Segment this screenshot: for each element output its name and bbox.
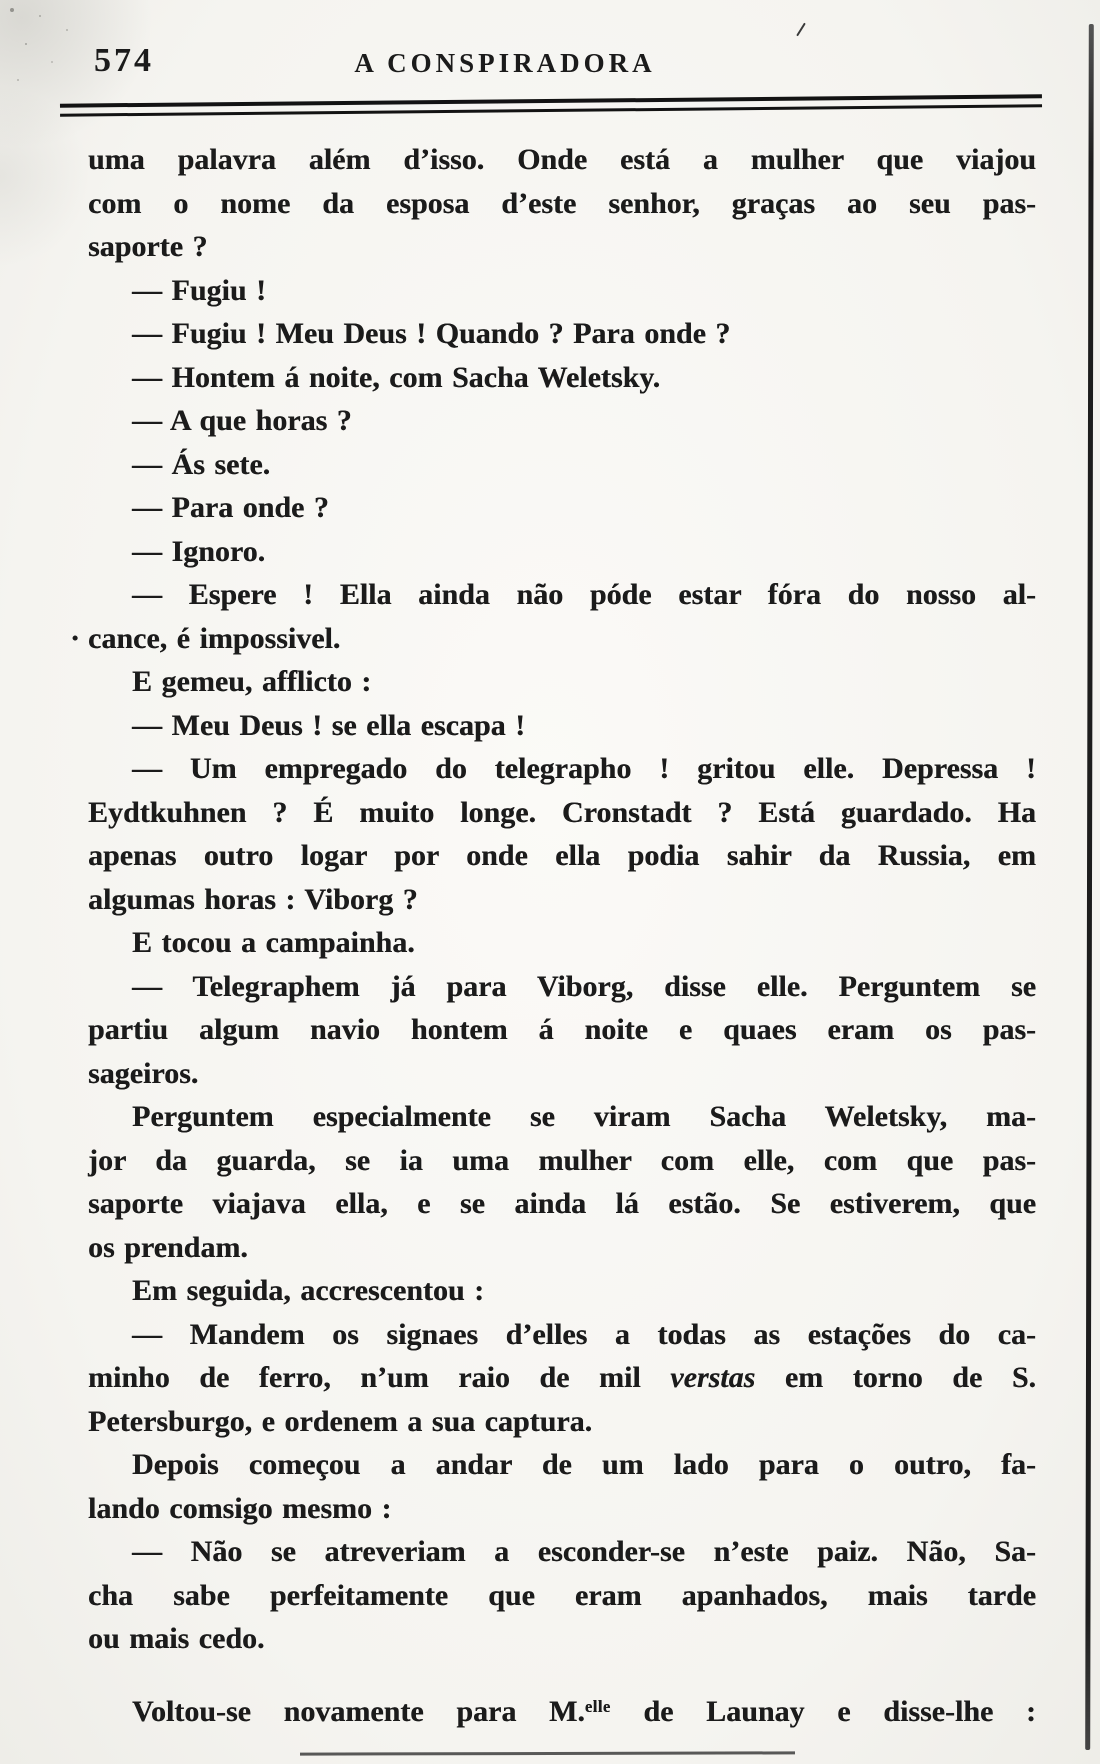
text-line	[88, 269, 1036, 313]
line-text: — Para onde ?	[132, 491, 329, 524]
text-line	[88, 138, 1036, 182]
line-text: partiu algum navio hontem á noite e quaes eram os pas-	[88, 1013, 1036, 1046]
text-line	[88, 1269, 1036, 1313]
line-text: Eydtkuhnen ? É muito longe. Cronstadt ? Está guardado. Ha	[88, 795, 1036, 829]
line-text: de Launay e disse-lhe :	[610, 1694, 1036, 1728]
running-title: A CONSPIRADORA	[354, 48, 656, 78]
line-text: algumas horas : Viborg ?	[88, 882, 418, 916]
text-line	[88, 1095, 1036, 1139]
line-text: sageiros.	[88, 1056, 199, 1090]
text-line	[88, 1052, 1036, 1096]
text-line	[88, 573, 1036, 617]
text-line	[88, 878, 1036, 922]
line-text: cha sabe perfeitamente que eram apanhados, mais tarde	[88, 1578, 1036, 1612]
line-text: os prendam.	[88, 1230, 248, 1264]
text-line	[88, 1356, 1036, 1400]
italic-word: verstas	[670, 1361, 756, 1394]
line-text: — A que horas ?	[132, 404, 352, 437]
line-text: Voltou-se novamente para M.	[132, 1694, 585, 1728]
line-text: saporte viajava ella, e se ainda lá estão. Se estiverem, que	[88, 1187, 1036, 1220]
book-gutter-shadow	[1085, 24, 1094, 1750]
line-text: em torno de S.	[755, 1361, 1037, 1394]
page-body	[70, 138, 1037, 1728]
line-text: — Mandem os signaes d’elles a todas as estações do ca-	[132, 1317, 1036, 1351]
line-text: — Não se atreveriam a esconder-se n’este paiz. Não, Sa-	[132, 1535, 1036, 1568]
text-line	[88, 443, 1036, 487]
line-text: — Fugiu !	[132, 273, 267, 307]
text-line	[88, 965, 1036, 1009]
line-text: — Fugiu ! Meu Deus ! Quando ? Para onde ?	[132, 317, 731, 350]
text-line	[88, 1487, 1036, 1531]
text-line	[88, 791, 1036, 835]
text-line	[88, 530, 1036, 574]
line-text: ou mais cedo.	[88, 1622, 265, 1655]
line-text: — Ás sete.	[132, 447, 271, 481]
line-text: Depois começou a andar de um lado para o outro, fa-	[132, 1448, 1036, 1481]
page-number: 574	[94, 42, 154, 79]
line-text: — Espere ! Ella ainda não póde estar fóra do nosso al-	[132, 578, 1036, 611]
line-text: uma palavra além d’isso. Onde está a mulher que viajou	[88, 143, 1036, 176]
text-line	[88, 1139, 1036, 1183]
text-line	[88, 1685, 1036, 1729]
line-text: — Meu Deus ! se ella escapa !	[132, 708, 526, 742]
line-text: — Ignoro.	[132, 534, 266, 568]
line-text: Petersburgo, e ordenem a sua captura.	[88, 1404, 593, 1438]
text-line	[88, 1617, 1036, 1661]
text-line	[88, 1574, 1036, 1618]
line-text: lando comsigo mesmo :	[88, 1491, 392, 1525]
text-line	[70, 617, 1036, 661]
header-double-rule	[60, 94, 1042, 116]
line-text: Perguntem especialmente se viram Sacha Weletsky, ma-	[132, 1100, 1036, 1133]
line-text: — Um empregado do telegrapho ! gritou elle. Depressa !	[132, 752, 1036, 785]
text-line	[88, 1313, 1036, 1357]
text-line	[88, 1400, 1036, 1444]
line-text: Em seguida, accrescentou :	[132, 1274, 485, 1307]
text-line	[88, 747, 1036, 791]
line-text: cance, é impossivel.	[88, 621, 341, 655]
text-line	[88, 225, 1036, 269]
scan-artifact-mark	[796, 23, 806, 37]
paper-speckles	[10, 8, 14, 12]
line-text: com o nome da esposa d’este senhor, graças ao seu pas-	[88, 186, 1036, 220]
line-text: E gemeu, afflicto :	[132, 665, 372, 698]
text-line	[88, 312, 1036, 356]
text-line	[88, 1226, 1036, 1270]
text-line	[88, 1008, 1036, 1052]
line-text: E tocou a campainha.	[132, 926, 415, 959]
text-line	[88, 921, 1036, 965]
bottom-edge-line	[300, 1751, 795, 1755]
text-line	[88, 1182, 1036, 1226]
line-text: saporte ?	[88, 230, 208, 263]
text-line	[88, 356, 1036, 400]
margin-dot: ·	[70, 621, 81, 655]
line-text: minho de ferro, n’um raio de mil	[88, 1361, 671, 1394]
line-text: — Hontem á noite, com Sacha Weletsky.	[132, 360, 661, 394]
text-line	[88, 1530, 1036, 1574]
line-text: — Telegraphem já para Viborg, disse elle. Perguntem se	[132, 969, 1036, 1003]
text-line	[88, 834, 1036, 878]
text-line	[88, 704, 1036, 748]
line-text: jor da guarda, se ia uma mulher com elle, com que pas-	[88, 1143, 1036, 1177]
superscript-abbreviation: elle	[584, 1696, 611, 1716]
text-line	[88, 399, 1036, 443]
line-text: apenas outro logar por onde ella podia sahir da Russia, em	[88, 839, 1036, 872]
text-line	[88, 182, 1036, 226]
text-line	[88, 660, 1036, 704]
text-line	[88, 486, 1036, 530]
text-line	[88, 1443, 1036, 1487]
